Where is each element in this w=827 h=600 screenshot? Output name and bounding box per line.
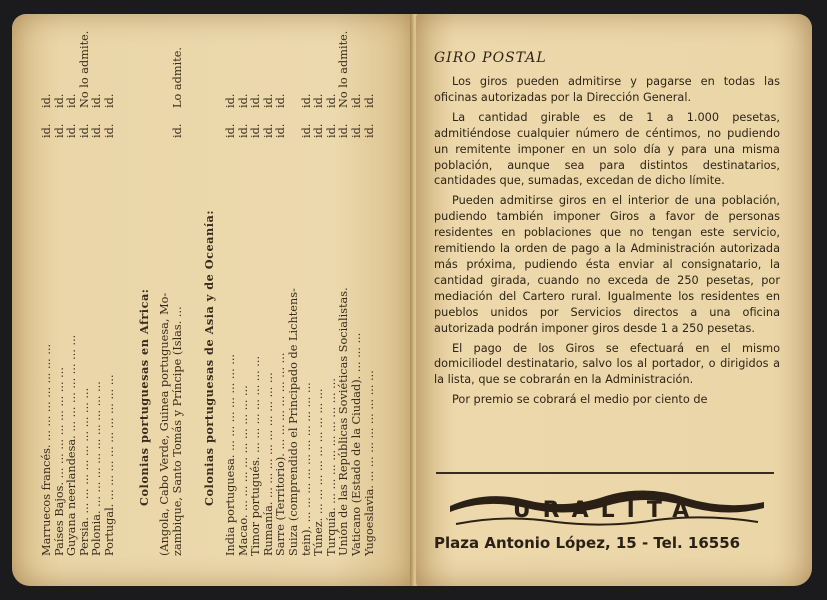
list-a-row-country: Persia. ... ... ... ... ... ... ... ... ... xyxy=(77,387,91,556)
divider-rule xyxy=(436,472,774,474)
list-b-row-col1: id. xyxy=(337,123,351,138)
list-b-row-country: India portuguesa. ... ... ... ... ... ... ... xyxy=(224,353,237,556)
list-a-row-col1: id. xyxy=(90,123,104,138)
list-b-row-col1: id. xyxy=(274,123,288,138)
paragraph-3: Pueden admitirse giros en el interior de una población, pudiendo también imponer Giros a favor de personas residentes en poblaciones que no tengan este servicio, remitiendo la orden de pago a la Administración autorizada más próxima, pudiendo ésta enviar al consignatario, la cantidad girada, cuando no exceda de 250 pesetas, por mediación del Cartero rural. Igualmente los residentes en pueblos unidos por Servicios directos a una oficina autorizada podrán imponer giros desde 1 a 250 pesetas. xyxy=(434,194,780,335)
africa-line-2: zambique, Santo Tomás y Príncipe (Islas. ... xyxy=(170,306,184,556)
giro-postal-section xyxy=(434,50,780,412)
country-list-rotated xyxy=(40,30,410,556)
list-b-row-col1: id. xyxy=(236,123,250,138)
list-b-row-col1: id. xyxy=(299,123,313,138)
list-a-row-country: Polonia. ... ... ... ... ... ... ... ... ... xyxy=(90,381,104,556)
list-b-row-col2: id. xyxy=(261,93,275,108)
africa-col2: Lo admite. xyxy=(170,46,184,108)
paragraph-1: Los giros pueden admitirse y pagarse en todas las oficinas autorizadas por la Dirección General. xyxy=(434,75,780,104)
list-b-row-country: Vaticano (Estado de la Ciudad). ... ... ... xyxy=(350,332,363,556)
list-b-row-col2: id. xyxy=(312,93,326,108)
list-a-row-col2: id. xyxy=(90,93,104,108)
list-b-row-country: Rumanía. ... ... ... ... ... ... ... ... ... xyxy=(261,372,275,556)
list-a-row-col1: id. xyxy=(77,123,91,138)
section-title: GIRO POSTAL xyxy=(434,50,547,66)
list-a-row-country: Países Bajos. ... ... ... ... ... ... ... ... xyxy=(52,367,66,556)
list-b-row-col1: id. xyxy=(249,123,263,138)
list-b-row-col2: id. xyxy=(249,93,263,108)
logo-brand-text: URALITA xyxy=(512,498,702,523)
list-b-row-country: Unión de las Repúblicas Soviéticas Socialistas. xyxy=(337,287,351,556)
list-b-row-country: Turquía. ... ... ... ... ... ... ... ... ... xyxy=(324,378,338,556)
list-a-row-country: Portugal. ... ... ... ... ... ... ... ... ... xyxy=(103,374,116,556)
list-b-row-col2: id. xyxy=(236,93,250,108)
list-b-row-col1: id. xyxy=(224,123,237,138)
list-b-row-col2: id. xyxy=(224,93,237,108)
list-b-row-col2: No lo admite. xyxy=(337,30,351,108)
list-a-row-col2: id. xyxy=(40,93,53,108)
list-b-row-col2: id. xyxy=(350,93,363,108)
list-b-row-country: Sarre (Territorio). ... ... ... ... ... ... ... xyxy=(274,352,288,556)
list-b-row-col1: id. xyxy=(350,123,363,138)
list-a-row-col1: id. xyxy=(103,123,116,138)
list-a-row-col2: id. xyxy=(52,93,66,108)
list-b-row-col2: id. xyxy=(324,93,338,108)
uralita-logo xyxy=(446,484,768,530)
list-a-row-col2: No lo admite. xyxy=(77,30,91,108)
list-b-row-col2: id. xyxy=(274,93,288,108)
heading-africa: Colonias portuguesas en Africa: xyxy=(136,288,151,506)
africa-line-1: (Angola, Cabo Verde, Guinea portuguesa, Mo- xyxy=(158,292,172,556)
list-b-row-col1: id. xyxy=(362,123,376,138)
list-b-row-col1: id. xyxy=(312,123,326,138)
list-a-row-col1: id. xyxy=(40,123,53,138)
list-a-row-col2: id. xyxy=(65,93,79,108)
paragraph-4: El pago de los Giros se efectuará en el mismo domiciliodel destinatario, salvo los al portador, o dirigidos a la lista, que se cobrarán en la Administración. xyxy=(434,341,780,387)
list-b-row-col2: id. xyxy=(299,93,313,108)
paragraph-2: La cantidad girable es de 1 a 1.000 pesetas, admitiéndose cualquier número de céntimos, no pudiendo un remitente imponer en un solo día y para una misma población, aunque sea para distintos destinatarios, cantidades que, sumadas, excedan de dicho límite. xyxy=(434,110,780,188)
list-a-row-col1: id. xyxy=(52,123,66,138)
list-b-row-country: Yugoeslavia. ... ... ... ... ... ... ... ... xyxy=(362,370,376,556)
list-b-row-country: Timor portugués. ... ... ... ... ... ... ... xyxy=(249,355,263,556)
ad-address: Plaza Antonio López, 15 - Tel. 16556 xyxy=(434,534,741,552)
list-a-row-col2: id. xyxy=(103,93,116,108)
list-b-row-col1: id. xyxy=(261,123,275,138)
list-b-row-col2: id. xyxy=(362,93,376,108)
list-b-row-country: tein). ... ... ... ... ... ... ... ... ... ... xyxy=(299,382,313,556)
africa-col1: id. xyxy=(170,123,184,138)
heading-asia: Colonias portuguesas de Asia y de Oceanía: xyxy=(202,210,217,506)
list-b-row-country: Macao. ... ... ... ... ... ... ... ... ... xyxy=(236,385,250,556)
list-b-row-country: Suiza (comprendido el Principado de Lichtens- xyxy=(287,288,300,556)
paragraph-5: Por premio se cobrará el medio por ciento de xyxy=(452,393,708,407)
list-b-row-country: Túnez. ... ... ... ... ... ... ... ... ... xyxy=(312,388,326,556)
list-a-row-country: Guyana neerlandesa. ... ... ... ... ... ... ... xyxy=(65,334,79,556)
list-b-row-col1: id. xyxy=(324,123,338,138)
list-a-row-col1: id. xyxy=(65,123,79,138)
list-a-row-country: Marruecos francés. ... ... ... ... ... ... ... xyxy=(40,343,53,556)
